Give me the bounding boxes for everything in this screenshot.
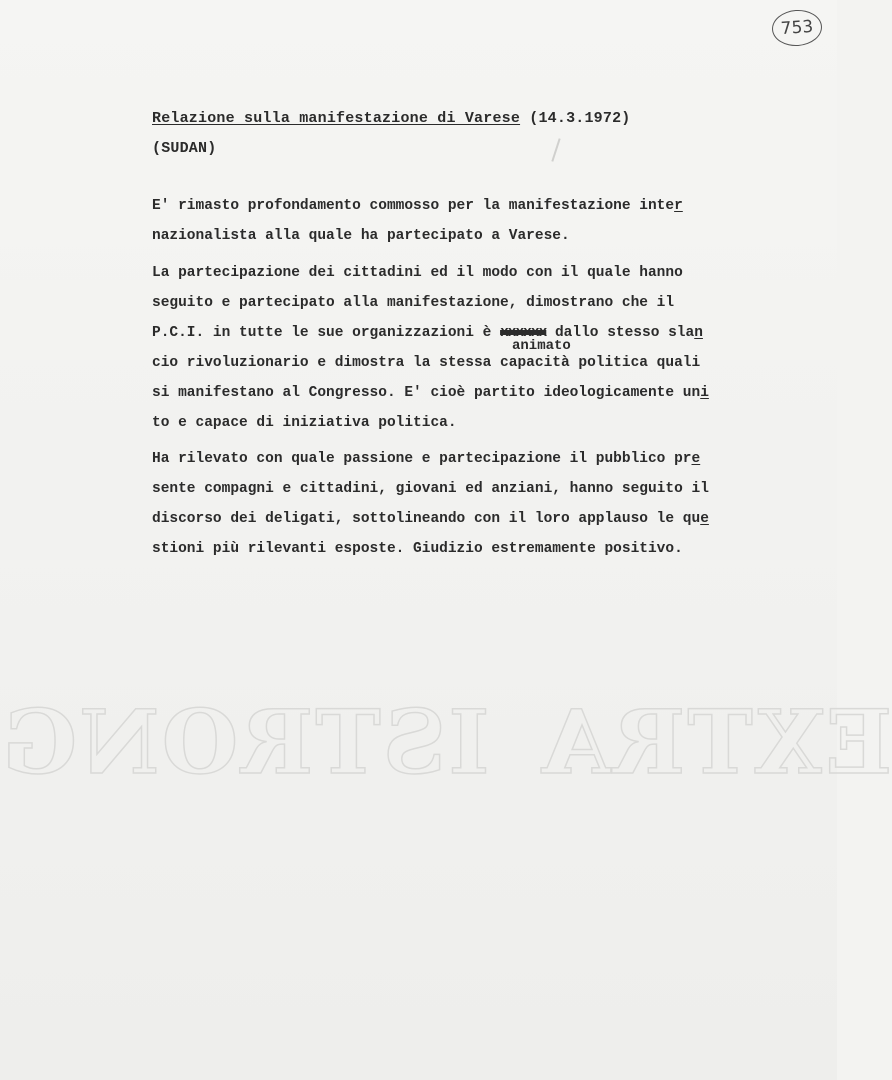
- title-line-2: (SUDAN): [152, 140, 217, 157]
- paragraph-3: [152, 444, 709, 564]
- title-date: (14.3.1972): [529, 110, 631, 127]
- struck-out-word: xxxxxx: [500, 325, 547, 341]
- document-title: [152, 104, 630, 164]
- paragraph-1-line-2: nazionalista alla quale ha partecipato a Varese.: [152, 228, 570, 244]
- paragraph-1-line-1: E' rimasto profondamento commosso per la manifestazione inter: [152, 198, 683, 214]
- interlinear-correction: animato: [512, 338, 571, 354]
- paragraph-2-line-4: cio rivoluzionario e dimostra la stessa capacità politica quali: [152, 355, 701, 371]
- title-line-1: [152, 104, 630, 134]
- folio-number-stamp: [771, 8, 823, 47]
- paragraph-3-line-1: Ha rilevato con quale passione e partecipazione il pubblico pre: [152, 451, 701, 467]
- paper-watermark-left: ISTRONG: [0, 690, 490, 794]
- paragraph-2-line-3: animato P.C.I. in tutte le sue organizzazioni è xxxxxx dallo stesso slan: [152, 318, 709, 348]
- paragraph-2-line-6: to e capace di iniziativa politica.: [152, 415, 457, 431]
- paragraph-2-line-2: seguito e partecipato alla manifestazione, dimostrano che il: [152, 295, 675, 311]
- paragraph-1: [152, 191, 683, 251]
- paragraph-2: [152, 258, 709, 438]
- paragraph-2-line-1: La partecipazione dei cittadini ed il modo con il quale hanno: [152, 265, 683, 281]
- paragraph-3-line-4: stioni più rilevanti esposte. Giudizio estremamente positivo.: [152, 541, 683, 557]
- paper-watermark-right: EXTRA: [540, 690, 892, 794]
- paragraph-2-line-5: si manifestano al Congresso. E' cioè partito ideologicamente uni: [152, 385, 709, 401]
- title-underlined: Relazione sulla manifestazione di Varese: [152, 110, 521, 127]
- folio-number: 753: [780, 16, 814, 40]
- paragraph-3-line-2: sente compagni e cittadini, giovani ed anziani, hanno seguito il: [152, 481, 709, 497]
- paragraph-3-line-3: discorso dei deligati, sottolineando con il loro applauso le que: [152, 511, 709, 527]
